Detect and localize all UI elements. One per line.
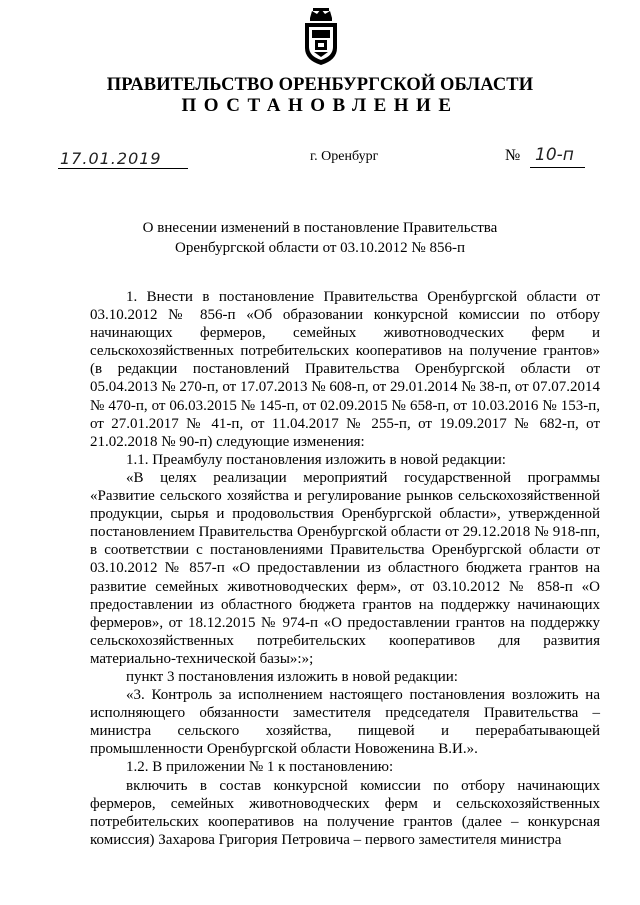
- body-paragraph: 1.1. Преамбулу постановления изложить в новой редакции:: [126, 451, 506, 468]
- subject-line-1: О внесении изменений в постановление Правительства: [142, 220, 498, 236]
- body-paragraph: 1. Внести в постановление Правительства Оренбургской области от 03.10.2012 № 856-п «Об образовании конкурсной комиссии по отбору начинающих фермеров, семейных животноводческих ферм и сельскохозяйственных потребительских кооперативов на получение грантов» (в редакции постановлений Правительства Оренбургской области от 05.04.2013 № 270-п, от 17.07.2013 № 608-п, от 29.01.2014 № 38-п, от 07.07.2014 № 470-п, от 06.03.2015 № 145-п, от 02.09.2015 № 658-п, от 10.03.2016 № 153-п, от 27.01.2017 № 41-п, от 11.04.2017 № 255-п, от 19.09.2017 № 682-п, от 21.02.2018 № 90-п) следующие изменения:: [90, 289, 600, 450]
- date-underline: [58, 168, 188, 169]
- document-date: 17.01.2019: [60, 149, 162, 168]
- subject-line-2: Оренбургской области от 03.10.2012 № 856-п: [174, 240, 466, 256]
- body-paragraph: 1.2. В приложении № 1 к постановлению:: [126, 759, 394, 776]
- body-paragraph: «3. Контроль за исполнением настоящего постановления возложить на исполняющего обязанности заместителя председателя Правительства – министра сельского хозяйства, пищевой и перерабатывающей промышленности Оренбургской области Новоженина В.И.».: [90, 687, 600, 758]
- document-subject: [0, 218, 640, 258]
- coat-of-arms-icon: [301, 8, 341, 66]
- number-label: №: [505, 147, 521, 164]
- body-paragraph: «В целях реализации мероприятий государственной программы «Развитие сельского хозяйства и регулирование рынков сельскохозяйственной продукции, сырья и продовольствия Оренбургской области», утвержденной постановлением Правительства Оренбургской области от 29.12.2018 № 918-пп, в соответствии с постановлениями Правительства Оренбургской области от 03.10.2012 № 857-п «О предоставлении из областного бюджета грантов на развитие семейных животноводческих ферм», от 03.10.2012 № 858-п «О предоставлении из областного бюджета грантов на поддержку начинающих фермеров», от 18.12.2015 № 974-п «О предоставлении грантов на поддержку сельскохозяйственных потребительских кооперативов для развития материально-технической базы»:»;: [90, 469, 600, 667]
- document-type: ПОСТАНОВЛЕНИЕ: [181, 95, 459, 116]
- document-city: г. Оренбург: [310, 149, 379, 164]
- number-underline: [530, 167, 585, 168]
- document-body: [90, 288, 600, 849]
- document-number: 10-п: [535, 145, 574, 165]
- body-paragraph: пункт 3 постановления изложить в новой редакции:: [126, 668, 458, 685]
- organization-title: ПРАВИТЕЛЬСТВО ОРЕНБУРГСКОЙ ОБЛАСТИ: [106, 75, 534, 95]
- body-paragraph: включить в состав конкурсной комиссии по отбору начинающих фермеров, семейных животноводческих ферм и сельскохозяйственных потребительских кооперативов на получение грантов (далее – конкурсная комиссия) Захарова Григория Петровича – первого заместителя министра: [90, 777, 600, 848]
